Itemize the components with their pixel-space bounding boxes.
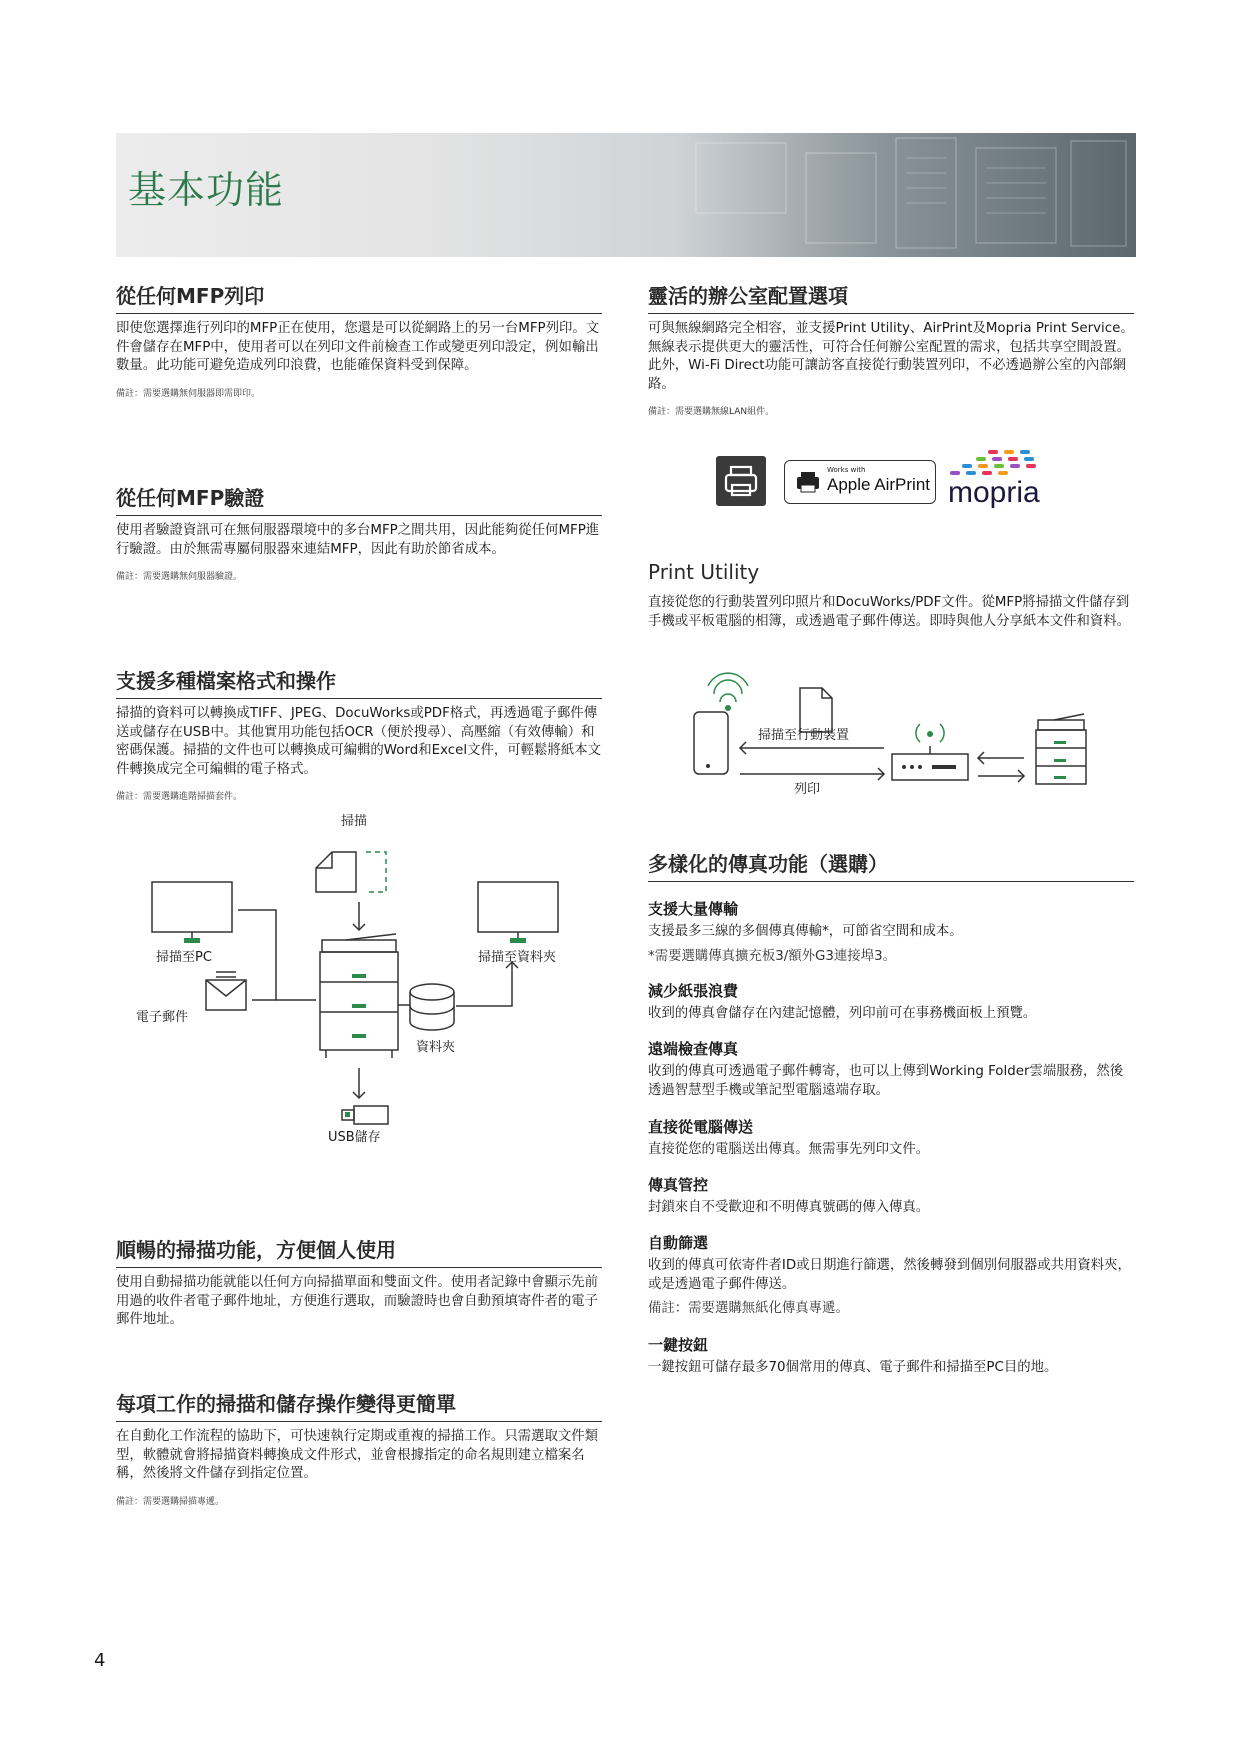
- print-label: 列印: [794, 782, 821, 797]
- section-print-utility: [648, 560, 1134, 631]
- page-number: 4: [94, 1650, 106, 1671]
- mopria-text: mopria: [948, 476, 1040, 509]
- fax-item-note: *需要選購傳真擴充板3/額外G3連接埠3。: [648, 948, 897, 964]
- print-diagram-graphic: [648, 666, 1134, 806]
- airprint-big-text: Apple AirPrint: [827, 475, 930, 494]
- scan-diagram: [116, 810, 602, 1150]
- banner-graphic: [616, 133, 1136, 257]
- fax-item-body: 收到的傳真可透過電子郵件轉寄，也可以上傳到Working Folder雲端服務，然後透過智慧型手機或筆記型電腦遠端存取。: [648, 1064, 1124, 1098]
- section-auth-any-mfp: [116, 482, 602, 582]
- fax-item-title: 支援大量傳輸: [648, 900, 739, 918]
- fax-item-note: 備註：需要選購無紙化傳真專遞。: [648, 1301, 849, 1316]
- fax-item-title: 傳真管控: [648, 1176, 709, 1194]
- fax-item-body: 一鍵按鈕可儲存最多70個常用的傳真、電子郵件和掃描至PC目的地。: [648, 1360, 1058, 1375]
- usb-label: USB儲存: [328, 1130, 381, 1145]
- section-scan-store: [116, 1388, 602, 1507]
- fax-item-title: 直接從電腦傳送: [648, 1118, 754, 1136]
- mopria-logo: [948, 448, 1060, 510]
- section-title: Print Utility: [648, 560, 760, 584]
- section-body: 可與無線網路完全相容，並支援Print Utility、AirPrint及Mopria Print Service。無線表示提供更大的靈活性，可符合任何辦公室配置的需求，包括共享空間設置。此外，Wi-Fi Direct功能可讓訪客直接從行動裝置列印，不必透過辦公室的內部網路。: [648, 321, 1134, 392]
- section-note: 備註：需要選購無線LAN組件。: [648, 407, 775, 417]
- fax-item-body: 支援最多三線的多個傳真傳輸*，可節省空間和成本。: [648, 924, 963, 939]
- section-body: 掃描的資料可以轉換成TIFF、JPEG、DocuWorks或PDF格式，再透過電子郵件傳送或儲存在USB中。其他實用功能包括OCR（便於搜尋）、高壓縮（有效傳輸）和密碼保護。掃描的文件也可以轉換成可編輯的Word和Excel文件，可輕鬆將紙本文件轉換成完全可編輯的電子格式。: [116, 706, 601, 777]
- section-body: 在自動化工作流程的協助下，可快速執行定期或重複的掃描工作。只需選取文件類型，軟體就會將掃描資料轉換成文件形式，並會根據指定的命名規則建立檔案名稱，然後將文件儲存到指定位置。: [116, 1429, 599, 1481]
- fax-item-body: 封鎖來自不受歡迎和不明傳真號碼的傳入傳真。: [648, 1200, 930, 1215]
- section-body: 直接從您的行動裝置列印照片和DocuWorks/PDF文件。從MFP將掃描文件儲存到手機或平板電腦的相簿，或透過電子郵件傳送。即時與他人分享紙本文件和資料。: [648, 595, 1131, 629]
- scan-label: 掃描: [341, 814, 368, 829]
- section-body: 使用者驗證資訊可在無伺服器環境中的多台MFP之間共用，因此能夠從任何MFP進行驗證。由於無需專屬伺服器來連結MFP，因此有助於節省成本。: [116, 523, 600, 557]
- document-icon: [316, 852, 356, 892]
- section-body: 使用自動掃描功能就能以任何方向掃描單面和雙面文件。使用者記錄中會顯示先前用過的收件者電子郵件地址，方便進行選取，而驗證時也會自動預填寄件者的電子郵件地址。: [116, 1275, 599, 1327]
- fax-item: [648, 1038, 1134, 1100]
- print-utility-logo: [716, 456, 766, 506]
- scan-to-folder-label: 掃描至資料夾: [478, 950, 557, 965]
- section-body: 即使您選擇進行列印的MFP正在使用，您還是可以從網路上的另一台MFP列印。文件會儲存在MFP中，使用者可以在列印文件前檢查工作或變更列印設定，例如輸出數量。此功能可避免造成列印浪費，也能確保資料受到保障。: [116, 321, 600, 373]
- scan-to-mobile-label: 掃描至行動裝置: [758, 728, 850, 743]
- airprint-logo: [784, 460, 936, 504]
- section-smooth-scan: [116, 1234, 602, 1330]
- section-title: 每項工作的掃描和儲存操作變得更簡單: [116, 1388, 602, 1422]
- fax-item: [648, 980, 1134, 1024]
- fax-item: [648, 1174, 1134, 1218]
- section-note: 備註：需要選購進階掃描套件。: [116, 792, 243, 802]
- section-office-config: [648, 280, 1134, 417]
- printer-icon: [716, 456, 766, 506]
- section-print-any-mfp: [116, 280, 602, 399]
- mopria-dots: [948, 448, 1060, 478]
- fax-item: [648, 898, 1134, 966]
- fax-item: [648, 1232, 1134, 1319]
- section-title: 從任何MFP驗證: [116, 482, 602, 516]
- section-title: 多樣化的傳真功能（選購）: [648, 848, 1134, 882]
- folder-label: 資料夾: [416, 1040, 456, 1055]
- fax-item-title: 自動篩選: [648, 1234, 709, 1252]
- fax-item-body: 收到的傳真會儲存在內建記憶體，列印前可在事務機面板上預覽。: [648, 1006, 1037, 1021]
- fax-item-title: 遠端檢查傳真: [648, 1040, 739, 1058]
- fax-item-title: 一鍵按鈕: [648, 1336, 709, 1354]
- fax-item-body: 直接從您的電腦送出傳真。無需事先列印文件。: [648, 1142, 930, 1157]
- section-note: 備註：需要選購無伺服器即需即印。: [116, 388, 261, 399]
- section-fax: [648, 848, 1134, 882]
- header-banner: [116, 133, 1136, 257]
- section-title: 順暢的掃描功能，方便個人使用: [116, 1234, 602, 1268]
- fax-item-title: 減少紙張浪費: [648, 982, 739, 1000]
- section-file-formats: [116, 665, 602, 802]
- fax-item-body: 收到的傳真可依寄件者ID或日期進行篩選，然後轉發到個別伺服器或共用資料夾，或是透過電子郵件傳送。: [648, 1258, 1131, 1292]
- scan-diagram-graphic: [116, 810, 602, 1150]
- airprint-printer-icon: [793, 467, 823, 497]
- section-note: 備註：需要選購掃描專遞。: [116, 1496, 225, 1507]
- fax-item: [648, 1334, 1134, 1378]
- section-title: 靈活的辦公室配置選項: [648, 280, 1134, 314]
- airprint-small-text: Works with: [827, 466, 866, 474]
- email-label: 電子郵件: [136, 1010, 189, 1025]
- page-title: 基本功能: [128, 168, 285, 212]
- section-title: 支援多種檔案格式和操作: [116, 665, 602, 699]
- section-title: 從任何MFP列印: [116, 280, 602, 314]
- section-note: 備註：需要選購無伺服器驗證。: [116, 572, 243, 582]
- fax-item: [648, 1116, 1134, 1160]
- print-utility-diagram: [648, 666, 1134, 806]
- scan-to-pc-label: 掃描至PC: [156, 950, 212, 965]
